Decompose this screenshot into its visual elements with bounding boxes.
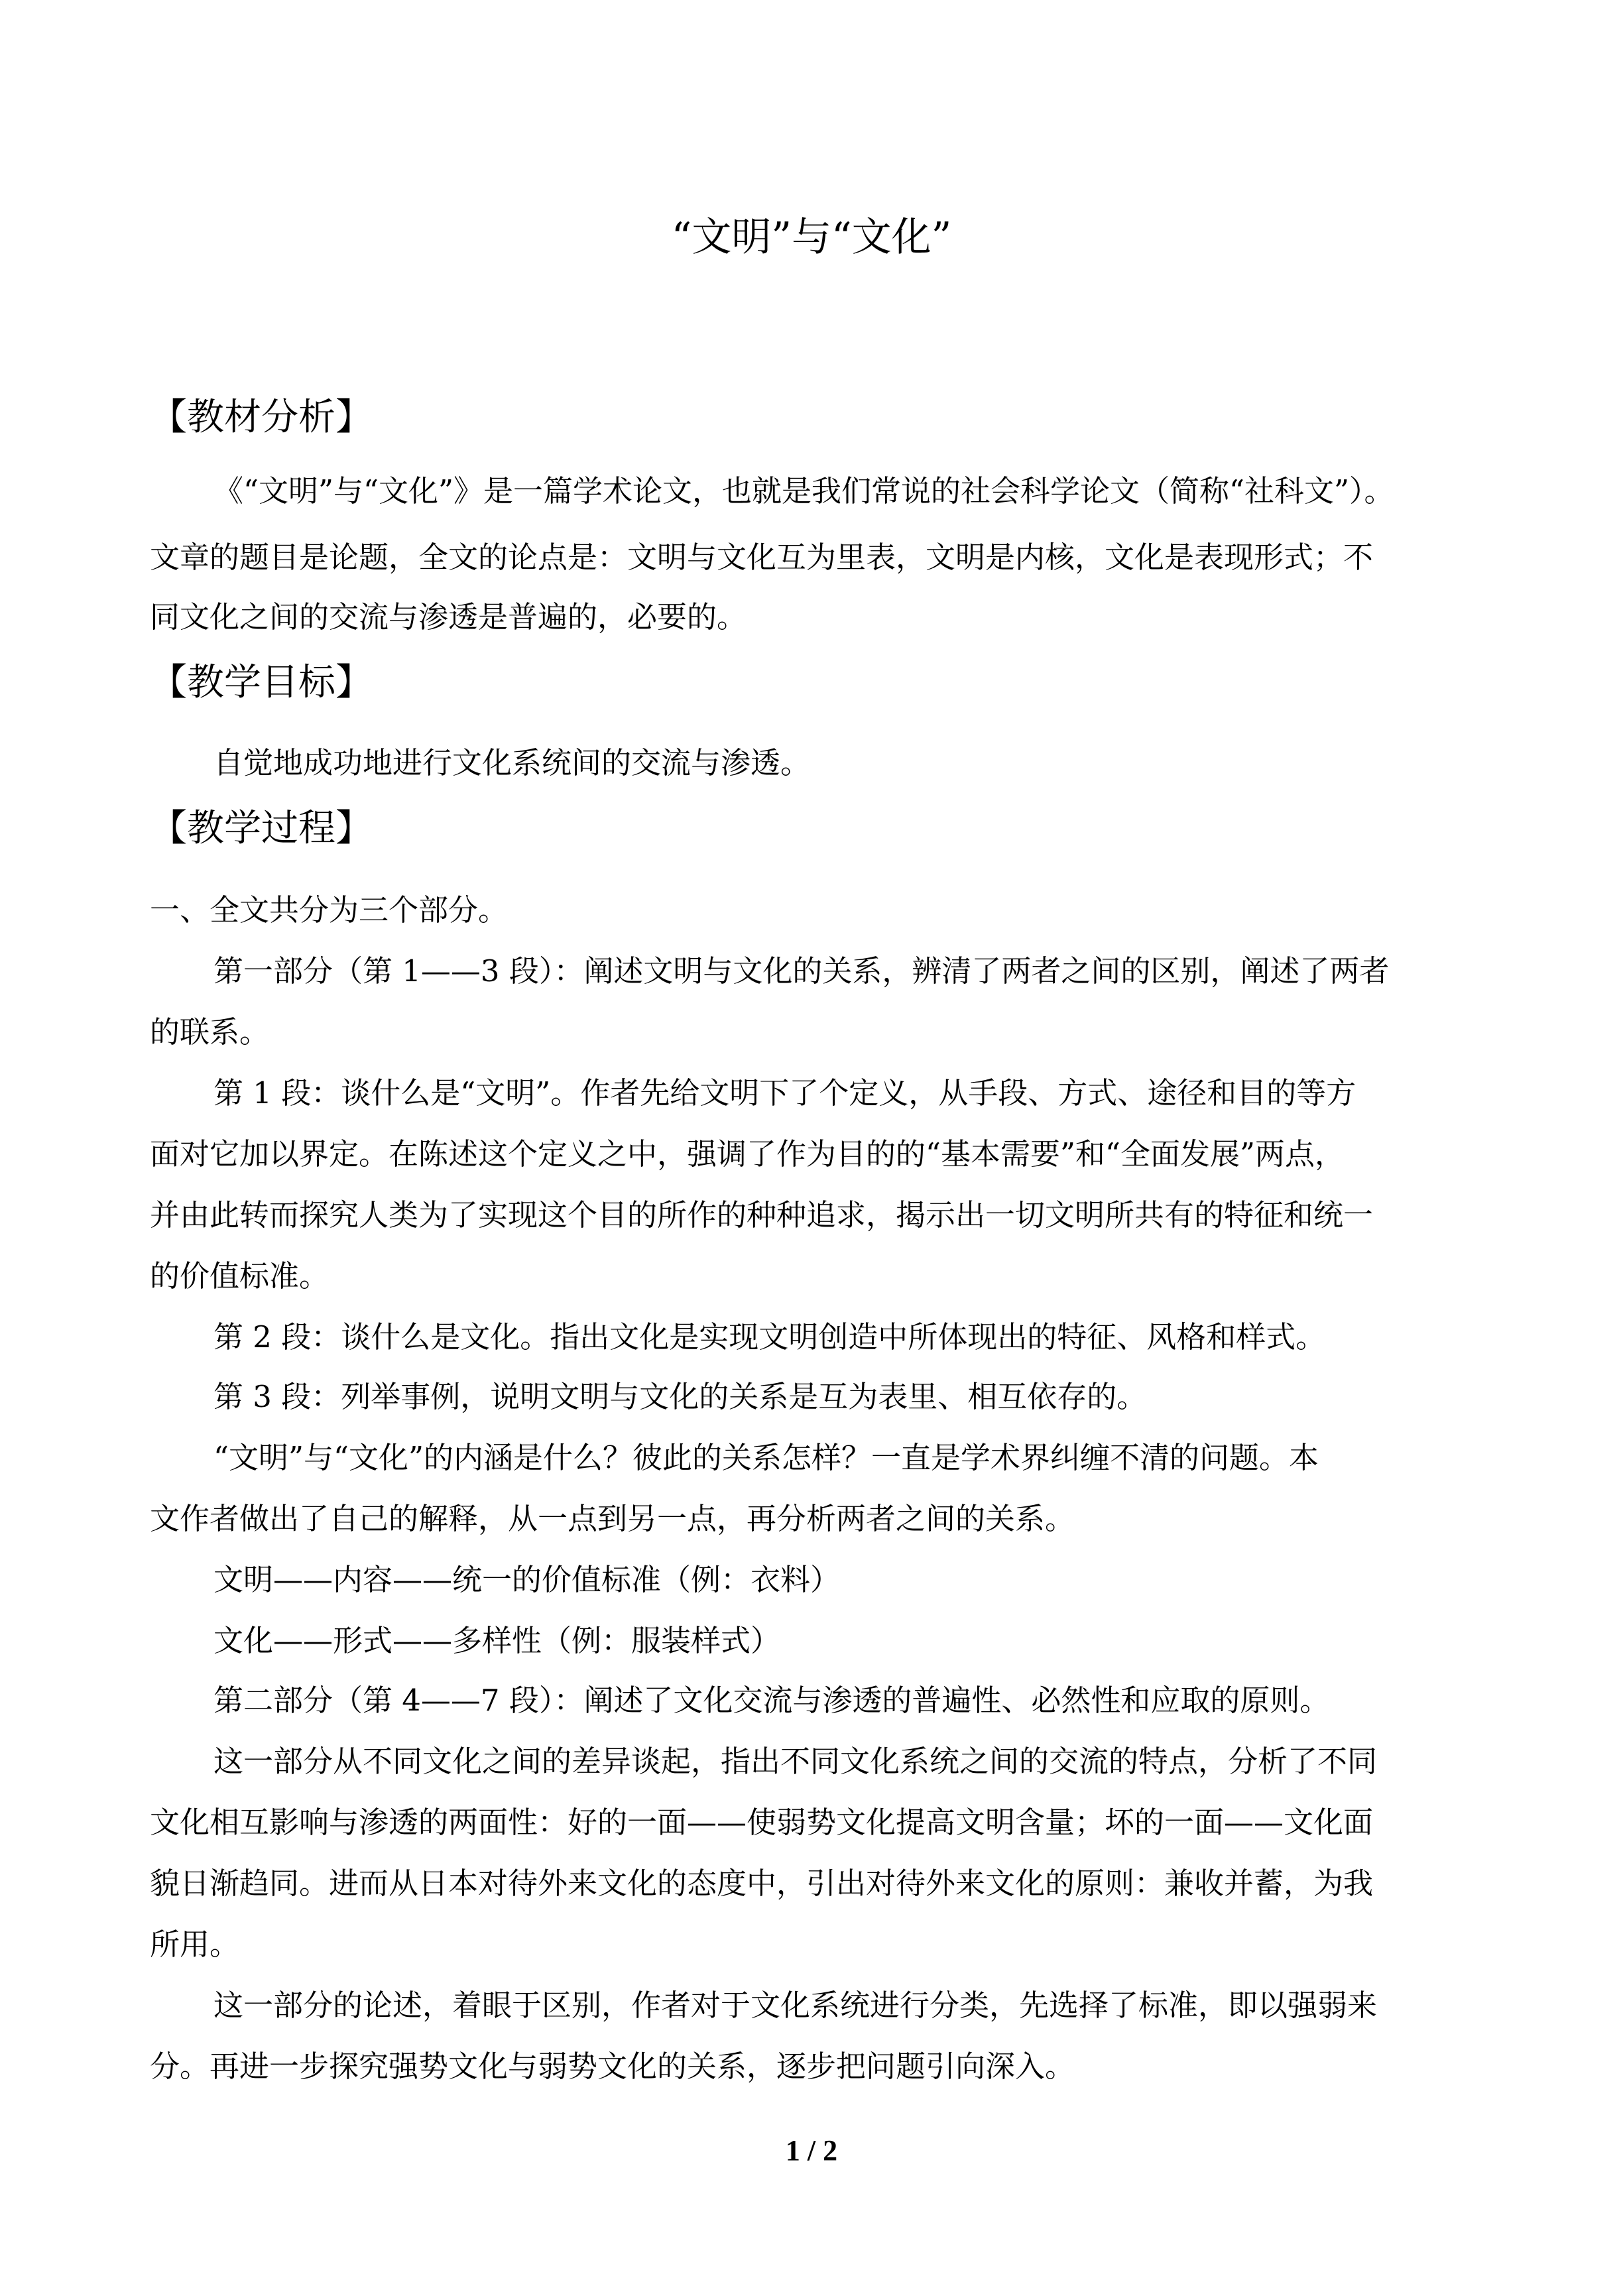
paragraph-line: 同文化之间的交流与渗透是普遍的，必要的。 bbox=[150, 599, 747, 634]
paragraph-line: 这一部分的论述，着眼于区别，作者对于文化系统进行分类，先选择了标准，即以强弱来 bbox=[213, 1988, 1378, 2023]
section-heading-teaching-objectives: 【教学目标】 bbox=[150, 661, 373, 704]
paragraph-line: 文化——形式——多样性（例：服装样式） bbox=[213, 1623, 781, 1658]
paragraph-line: 《“文明”与“文化”》是一篇学术论文，也就是我们常说的社会科学论文（简称“社科文”）。 bbox=[213, 473, 1394, 509]
paragraph-line: 文作者做出了自己的解释，从一点到另一点，再分析两者之间的关系。 bbox=[150, 1501, 1075, 1536]
paragraph-line: 第一部分（第 1——3 段）：阐述文明与文化的关系，辨清了两者之间的区别，阐述了两者 bbox=[213, 953, 1390, 989]
page-number: 1 / 2 bbox=[785, 2134, 838, 2167]
paragraph-line: 所用。 bbox=[150, 1927, 240, 1962]
paragraph-line: 分。再进一步探究强势文化与弱势文化的关系，逐步把问题引向深入。 bbox=[150, 2049, 1075, 2084]
section-heading-textbook-analysis: 【教材分析】 bbox=[150, 396, 373, 439]
section-heading-teaching-process: 【教学过程】 bbox=[150, 807, 373, 850]
paragraph-line: 这一部分从不同文化之间的差异谈起，指出不同文化系统之间的交流的特点，分析了不同 bbox=[213, 1744, 1378, 1779]
paragraph-line: 文明——内容——统一的价值标准（例：衣料） bbox=[213, 1562, 841, 1597]
paragraph-line: 并由此转而探究人类为了实现这个目的所作的种种追求，揭示出一切文明所共有的特征和统一 bbox=[150, 1197, 1374, 1233]
paragraph-line: 文化相互影响与渗透的两面性：好的一面——使弱势文化提高文明含量；坏的一面——文化面 bbox=[150, 1805, 1374, 1840]
paragraph-line: 一、全文共分为三个部分。 bbox=[150, 892, 509, 928]
paragraph-line: 第二部分（第 4——7 段）：阐述了文化交流与渗透的普遍性、必然性和应取的原则。 bbox=[213, 1683, 1330, 1718]
paragraph-line: 的价值标准。 bbox=[150, 1258, 330, 1294]
document-title: “文明”与“文化” bbox=[671, 214, 952, 261]
paragraph-line: 自觉地成功地进行文化系统间的交流与渗透。 bbox=[213, 745, 811, 780]
paragraph-line: “文明”与“文化”的内涵是什么？彼此的关系怎样？一直是学术界纠缠不清的问题。本 bbox=[213, 1440, 1319, 1475]
paragraph-line: 第 1 段：谈什么是“文明”。作者先给文明下了个定义，从手段、方式、途径和目的等方 bbox=[213, 1075, 1356, 1111]
paragraph-line: 文章的题目是论题，全文的论点是：文明与文化互为里表，文明是内核，文化是表现形式；不 bbox=[150, 540, 1374, 575]
paragraph-line: 的联系。 bbox=[150, 1014, 270, 1050]
paragraph-line: 貌日渐趋同。进而从日本对待外来文化的态度中，引出对待外来文化的原则：兼收并蓄，为我 bbox=[150, 1866, 1374, 1901]
paragraph-line: 第 3 段：列举事例，说明文明与文化的关系是互为表里、相互依存的。 bbox=[213, 1379, 1147, 1414]
paragraph-line: 面对它加以界定。在陈述这个定义之中，强调了作为目的的“基本需要”和“全面发展”两点， bbox=[150, 1136, 1345, 1172]
paragraph-line: 第 2 段：谈什么是文化。指出文化是实现文明创造中所体现出的特征、风格和样式。 bbox=[213, 1319, 1326, 1355]
